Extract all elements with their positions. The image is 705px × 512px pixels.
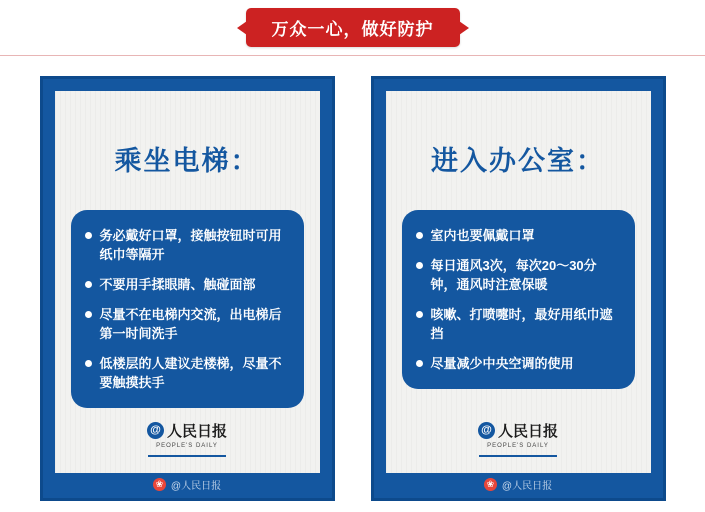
poster-card-office [371, 76, 666, 501]
list-item [416, 354, 621, 373]
tips-list [71, 210, 304, 408]
list-item [416, 226, 621, 245]
weibo-icon: ❀ [484, 478, 497, 491]
bullet-dot-icon [416, 262, 423, 269]
poster-card-elevator [40, 76, 335, 501]
logo-divider [479, 455, 557, 457]
card-footer [43, 470, 332, 498]
logo-row [147, 420, 227, 441]
tips-list [402, 210, 635, 389]
card-content-area [386, 91, 651, 473]
list-item [85, 305, 290, 343]
bullet-dot-icon [85, 360, 92, 367]
card-title: 乘坐电梯： [114, 146, 260, 176]
bullet-dot-icon [416, 360, 423, 367]
list-item-text: 务必戴好口罩，接触按钮时可用纸巾等隔开 [99, 228, 282, 262]
list-item-text: 咳嗽、打喷嚏时，最好用纸巾遮挡 [430, 307, 613, 341]
publisher-logo [386, 420, 651, 457]
bullet-dot-icon [416, 232, 423, 239]
list-item-text: 尽量减少中央空调的使用 [430, 356, 574, 371]
at-icon: @ [478, 422, 495, 439]
list-item-text: 每日通风3次，每次20～30分钟，通风时注意保暖 [430, 258, 597, 292]
logo-name: 人民日报 [497, 423, 558, 440]
card-content-area [55, 91, 320, 473]
list-item-text: 低楼层的人建议走楼梯，尽量不要触摸扶手 [99, 356, 282, 390]
footer-handle: @人民日报 [501, 480, 553, 492]
weibo-icon: ❀ [153, 478, 166, 491]
logo-subtitle: PEOPLE'S DAILY [156, 443, 218, 449]
list-item [85, 354, 290, 392]
publisher-logo [55, 420, 320, 457]
bullet-dot-icon [85, 232, 92, 239]
footer-handle: @人民日报 [170, 480, 222, 492]
at-icon: @ [147, 422, 164, 439]
banner-label: 万众一心，做好防护 [246, 8, 460, 47]
logo-row [478, 420, 558, 441]
list-item-text: 室内也要佩戴口罩 [430, 228, 535, 243]
logo-name: 人民日报 [166, 423, 227, 440]
card-title: 进入办公室： [431, 146, 605, 176]
bullet-dot-icon [85, 311, 92, 318]
card-footer [374, 470, 663, 498]
logo-subtitle: PEOPLE'S DAILY [487, 443, 549, 449]
poster-cards [0, 56, 705, 501]
list-item [85, 226, 290, 264]
list-item [416, 305, 621, 343]
list-item-text: 不要用手揉眼睛、触碰面部 [99, 277, 256, 292]
banner-bar [0, 0, 705, 56]
bullet-dot-icon [416, 311, 423, 318]
list-item [85, 275, 290, 294]
logo-divider [148, 455, 226, 457]
bullet-dot-icon [85, 281, 92, 288]
list-item-text: 尽量不在电梯内交流，出电梯后第一时间洗手 [99, 307, 282, 341]
list-item [416, 256, 621, 294]
